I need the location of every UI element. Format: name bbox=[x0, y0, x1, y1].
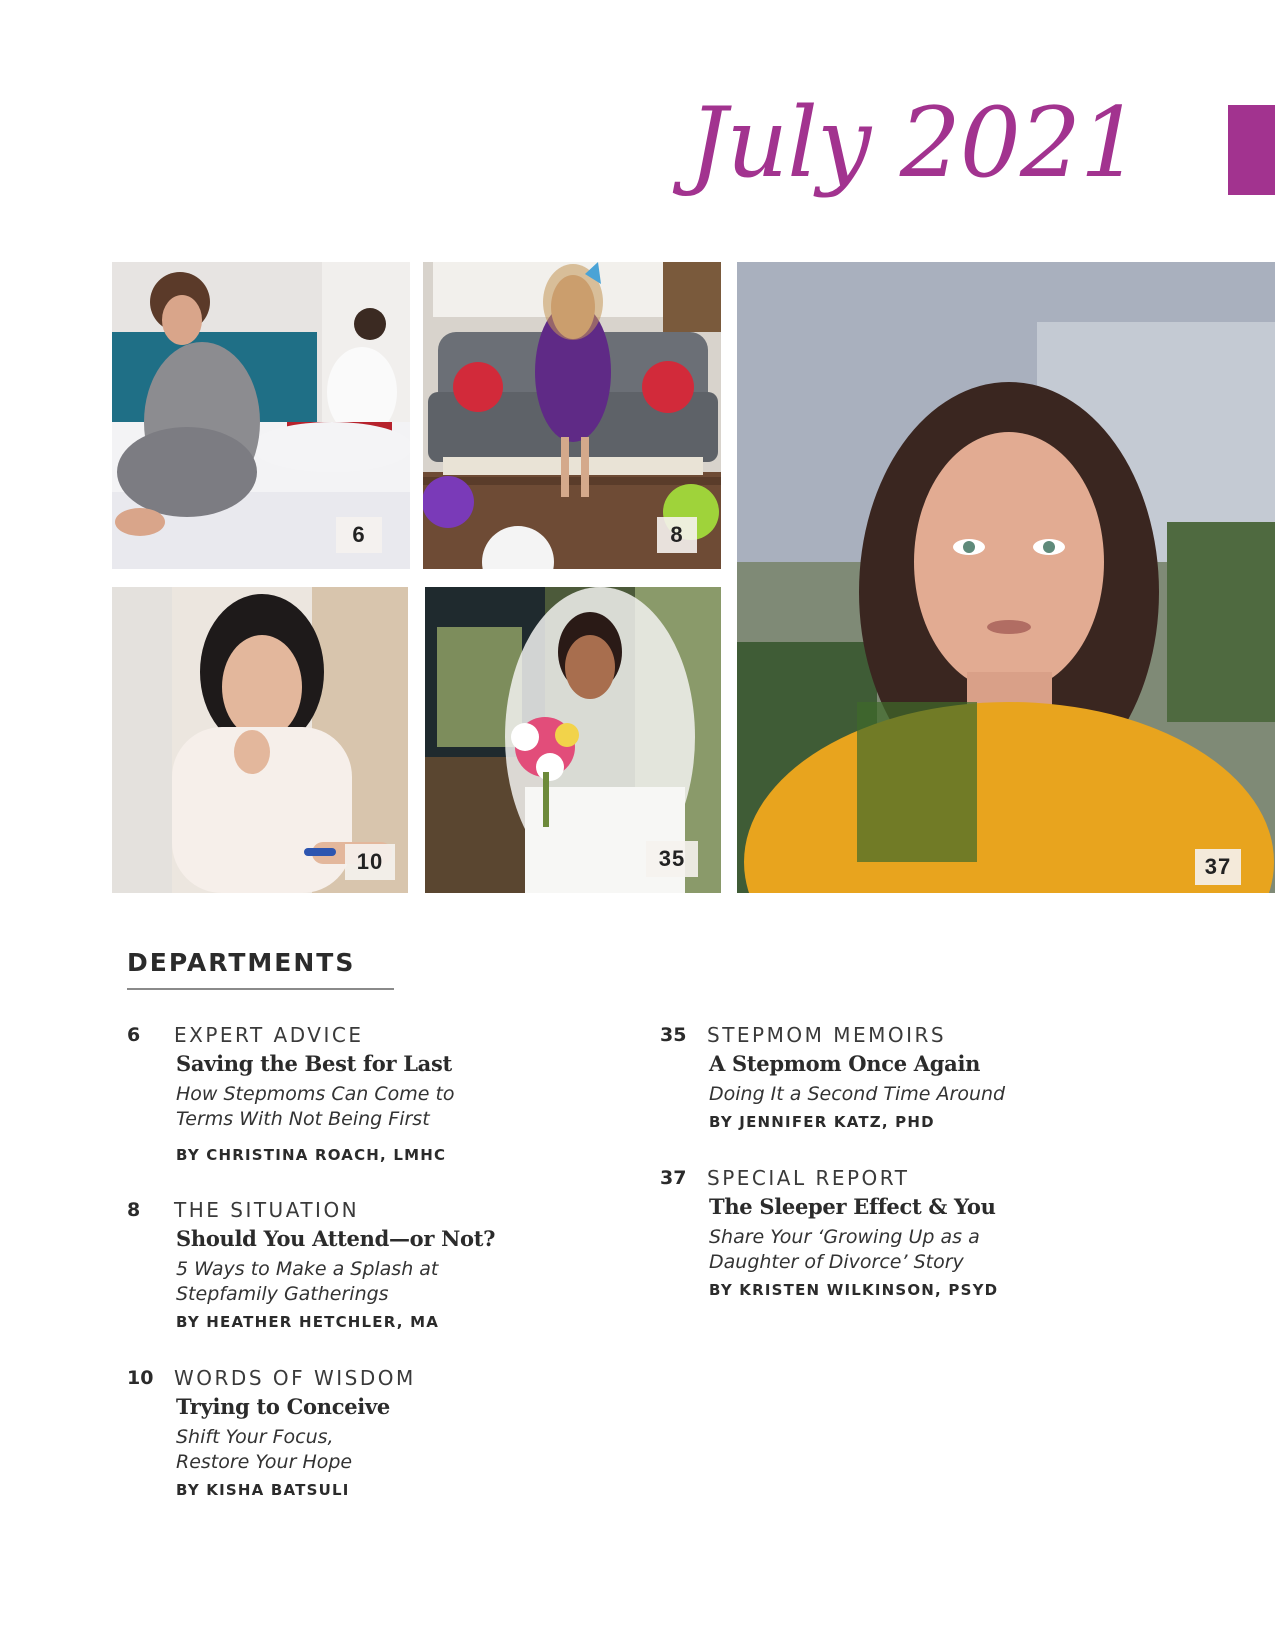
article-deck: 5 Ways to Make a Splash at Stepfamily Gatherings bbox=[176, 1258, 439, 1305]
woman-at-window-photo bbox=[737, 262, 1275, 893]
article-byline: BY KRISTEN WILKINSON, PSYD bbox=[709, 1281, 999, 1299]
accent-bar bbox=[1228, 105, 1275, 195]
department-label: WORDS OF WISDOM bbox=[174, 1366, 416, 1390]
page-tag: 8 bbox=[657, 517, 697, 553]
page-tag: 37 bbox=[1195, 849, 1241, 885]
pregnancy-test-photo bbox=[112, 587, 408, 893]
department-label: SPECIAL REPORT bbox=[707, 1166, 910, 1190]
page-number: 35 bbox=[660, 1024, 687, 1046]
page-number: 37 bbox=[660, 1167, 687, 1189]
department-label: EXPERT ADVICE bbox=[174, 1023, 364, 1047]
page-tag: 6 bbox=[336, 517, 382, 553]
article-title: Saving the Best for Last bbox=[176, 1051, 452, 1076]
page-tag: 10 bbox=[345, 844, 395, 880]
article-deck: Doing It a Second Time Around bbox=[709, 1083, 1006, 1105]
article-byline: BY HEATHER HETCHLER, MA bbox=[176, 1313, 440, 1331]
issue-title: July 2021 bbox=[688, 87, 1140, 199]
article-title: Trying to Conceive bbox=[176, 1394, 390, 1419]
section-heading: DEPARTMENTS bbox=[127, 948, 356, 977]
department-label: THE SITUATION bbox=[174, 1198, 360, 1222]
article-deck: How Stepmoms Can Come to Terms With Not Being First bbox=[176, 1083, 455, 1130]
section-divider bbox=[127, 988, 394, 990]
couple-in-bed-photo bbox=[112, 262, 410, 569]
article-title: A Stepmom Once Again bbox=[709, 1051, 981, 1076]
department-label: STEPMOM MEMOIRS bbox=[707, 1023, 947, 1047]
article-title: The Sleeper Effect & You bbox=[709, 1194, 996, 1219]
article-byline: BY JENNIFER KATZ, PHD bbox=[709, 1113, 935, 1131]
page-number: 8 bbox=[127, 1199, 141, 1221]
page-tag: 35 bbox=[646, 841, 698, 877]
article-deck: Shift Your Focus, Restore Your Hope bbox=[176, 1426, 353, 1473]
party-woman-photo bbox=[423, 262, 721, 569]
page-number: 10 bbox=[127, 1367, 154, 1389]
article-byline: BY KISHA BATSULI bbox=[176, 1481, 350, 1499]
article-byline: BY CHRISTINA ROACH, LMHC bbox=[176, 1146, 447, 1164]
bride-photo bbox=[425, 587, 721, 893]
article-title: Should You Attend—or Not? bbox=[176, 1226, 496, 1251]
article-deck: Share Your ‘Growing Up as a Daughter of Divorce’ Story bbox=[709, 1226, 980, 1273]
page-number: 6 bbox=[127, 1024, 141, 1046]
